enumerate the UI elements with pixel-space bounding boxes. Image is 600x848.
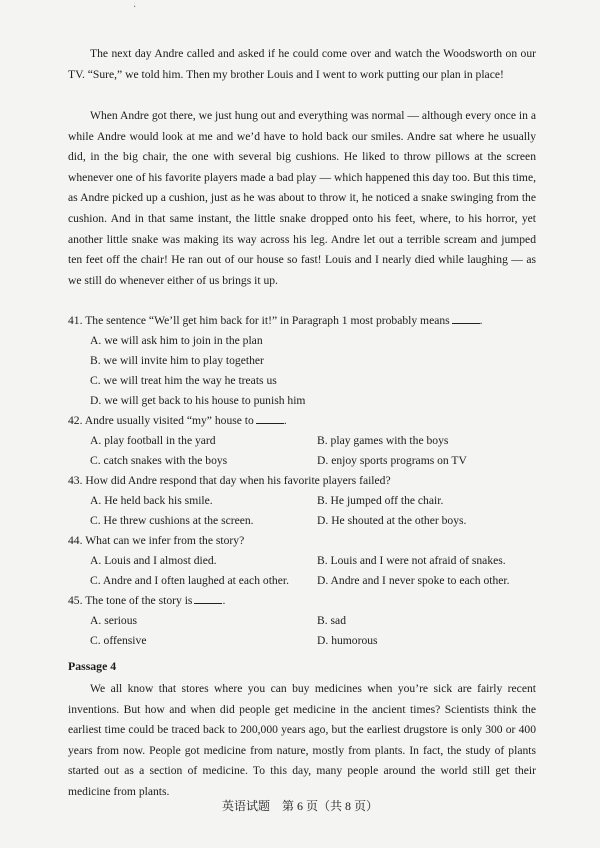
question-end: . xyxy=(283,414,287,427)
option-44-a: A. Louis and I almost died. xyxy=(90,554,217,567)
option-45-a: A. serious xyxy=(90,614,138,627)
answer-blank xyxy=(452,313,480,324)
question-number: 45. xyxy=(68,594,83,607)
question-stem: What can we infer from the story? xyxy=(85,534,245,547)
question-stem: The sentence “We’ll get him back for it!” in Paragraph 1 most probably means xyxy=(85,314,450,327)
option-42-c: C. catch snakes with the boys xyxy=(90,454,228,467)
option-41-b: B. we will invite him to play together xyxy=(90,354,264,367)
story-paragraph-2: When Andre got there, we just hung out and everything was normal — although every once in a while Andre would look at me and we’d have to hold back our smiles. Andre sat where he usually did, in the big chair, the one with several big cushions. He liked to throw pillows at the screen whenever one of his favorite players made a bad play — which happened this day too. But this time, as Andre picked up a cushion, just as he was about to throw it, he noticed a snake swinging from the cushion. And in that same instant, the little snake dropped onto his feet, where, to his horror, yet another little snake was making its way across his leg. Andre let out a terrible scream and jumped ten feet off the chair! He ran out of our house so fast! Louis and I nearly died while laughing — as we still do whenever either of us brings it up. xyxy=(68,109,536,287)
question-end: . xyxy=(479,314,483,327)
question-43 xyxy=(68,471,538,491)
passage-4-paragraph: We all know that stores where you can buy medicines when you’re sick are fairly recent inventions. But how and when did people get medicine in the ancient times? Scientists think the earliest time could be traced back to 200,000 years ago, but the earliest drugstore is only 300 or 400 years from now. People got medicine from nature, mostly from plants. In fact, the study of plants started out as a section of medicine. To this day, many people around the world still get their medicine from plants. xyxy=(68,682,536,798)
option-43-c: C. He threw cushions at the screen. xyxy=(90,514,254,527)
option-43-b: B. He jumped off the chair. xyxy=(317,494,444,507)
passage-title: Passage 4 xyxy=(68,659,117,673)
option-43-a: A. He held back his smile. xyxy=(90,494,213,507)
option-42-d: D. enjoy sports programs on TV xyxy=(317,454,467,467)
option-44-c: C. Andre and I often laughed at each other. xyxy=(90,574,289,587)
question-number: 42. xyxy=(68,414,83,427)
question-number: 43. xyxy=(68,474,83,487)
question-stem: How did Andre respond that day when his favorite players failed? xyxy=(85,474,391,487)
story-paragraph-1: The next day Andre called and asked if he could come over and watch the Woodsworth on our TV. “Sure,” we told him. Then my brother Louis and I went to work putting our plan in place! xyxy=(68,47,536,81)
question-stem: The tone of the story is xyxy=(85,594,193,607)
answer-blank xyxy=(256,413,284,424)
option-44-d: D. Andre and I never spoke to each other. xyxy=(317,574,510,587)
option-42-b: B. play games with the boys xyxy=(317,434,449,447)
question-end: . xyxy=(222,594,226,607)
option-42-a: A. play football in the yard xyxy=(90,434,216,447)
option-45-c: C. offensive xyxy=(90,634,147,647)
option-41-c: C. we will treat him the way he treats us xyxy=(90,374,277,387)
question-42 xyxy=(68,411,538,431)
question-44 xyxy=(68,531,538,551)
answer-blank xyxy=(194,593,222,604)
page-footer: 英语试题 第 6 页（共 8 页） xyxy=(221,799,378,813)
option-41-d: D. we will get back to his house to punish him xyxy=(90,394,306,407)
scan-speck: · xyxy=(133,2,137,13)
option-45-d: D. humorous xyxy=(317,634,378,647)
question-45 xyxy=(68,591,538,611)
option-45-b: B. sad xyxy=(317,614,347,627)
option-41-a: A. we will ask him to join in the plan xyxy=(90,334,263,347)
question-stem: Andre usually visited “my” house to xyxy=(84,414,254,427)
option-44-b: B. Louis and I were not afraid of snakes. xyxy=(317,554,506,567)
question-number: 41. xyxy=(68,314,83,327)
option-43-d: D. He shouted at the other boys. xyxy=(317,514,467,527)
question-number: 44. xyxy=(68,534,83,547)
question-41 xyxy=(68,311,538,331)
